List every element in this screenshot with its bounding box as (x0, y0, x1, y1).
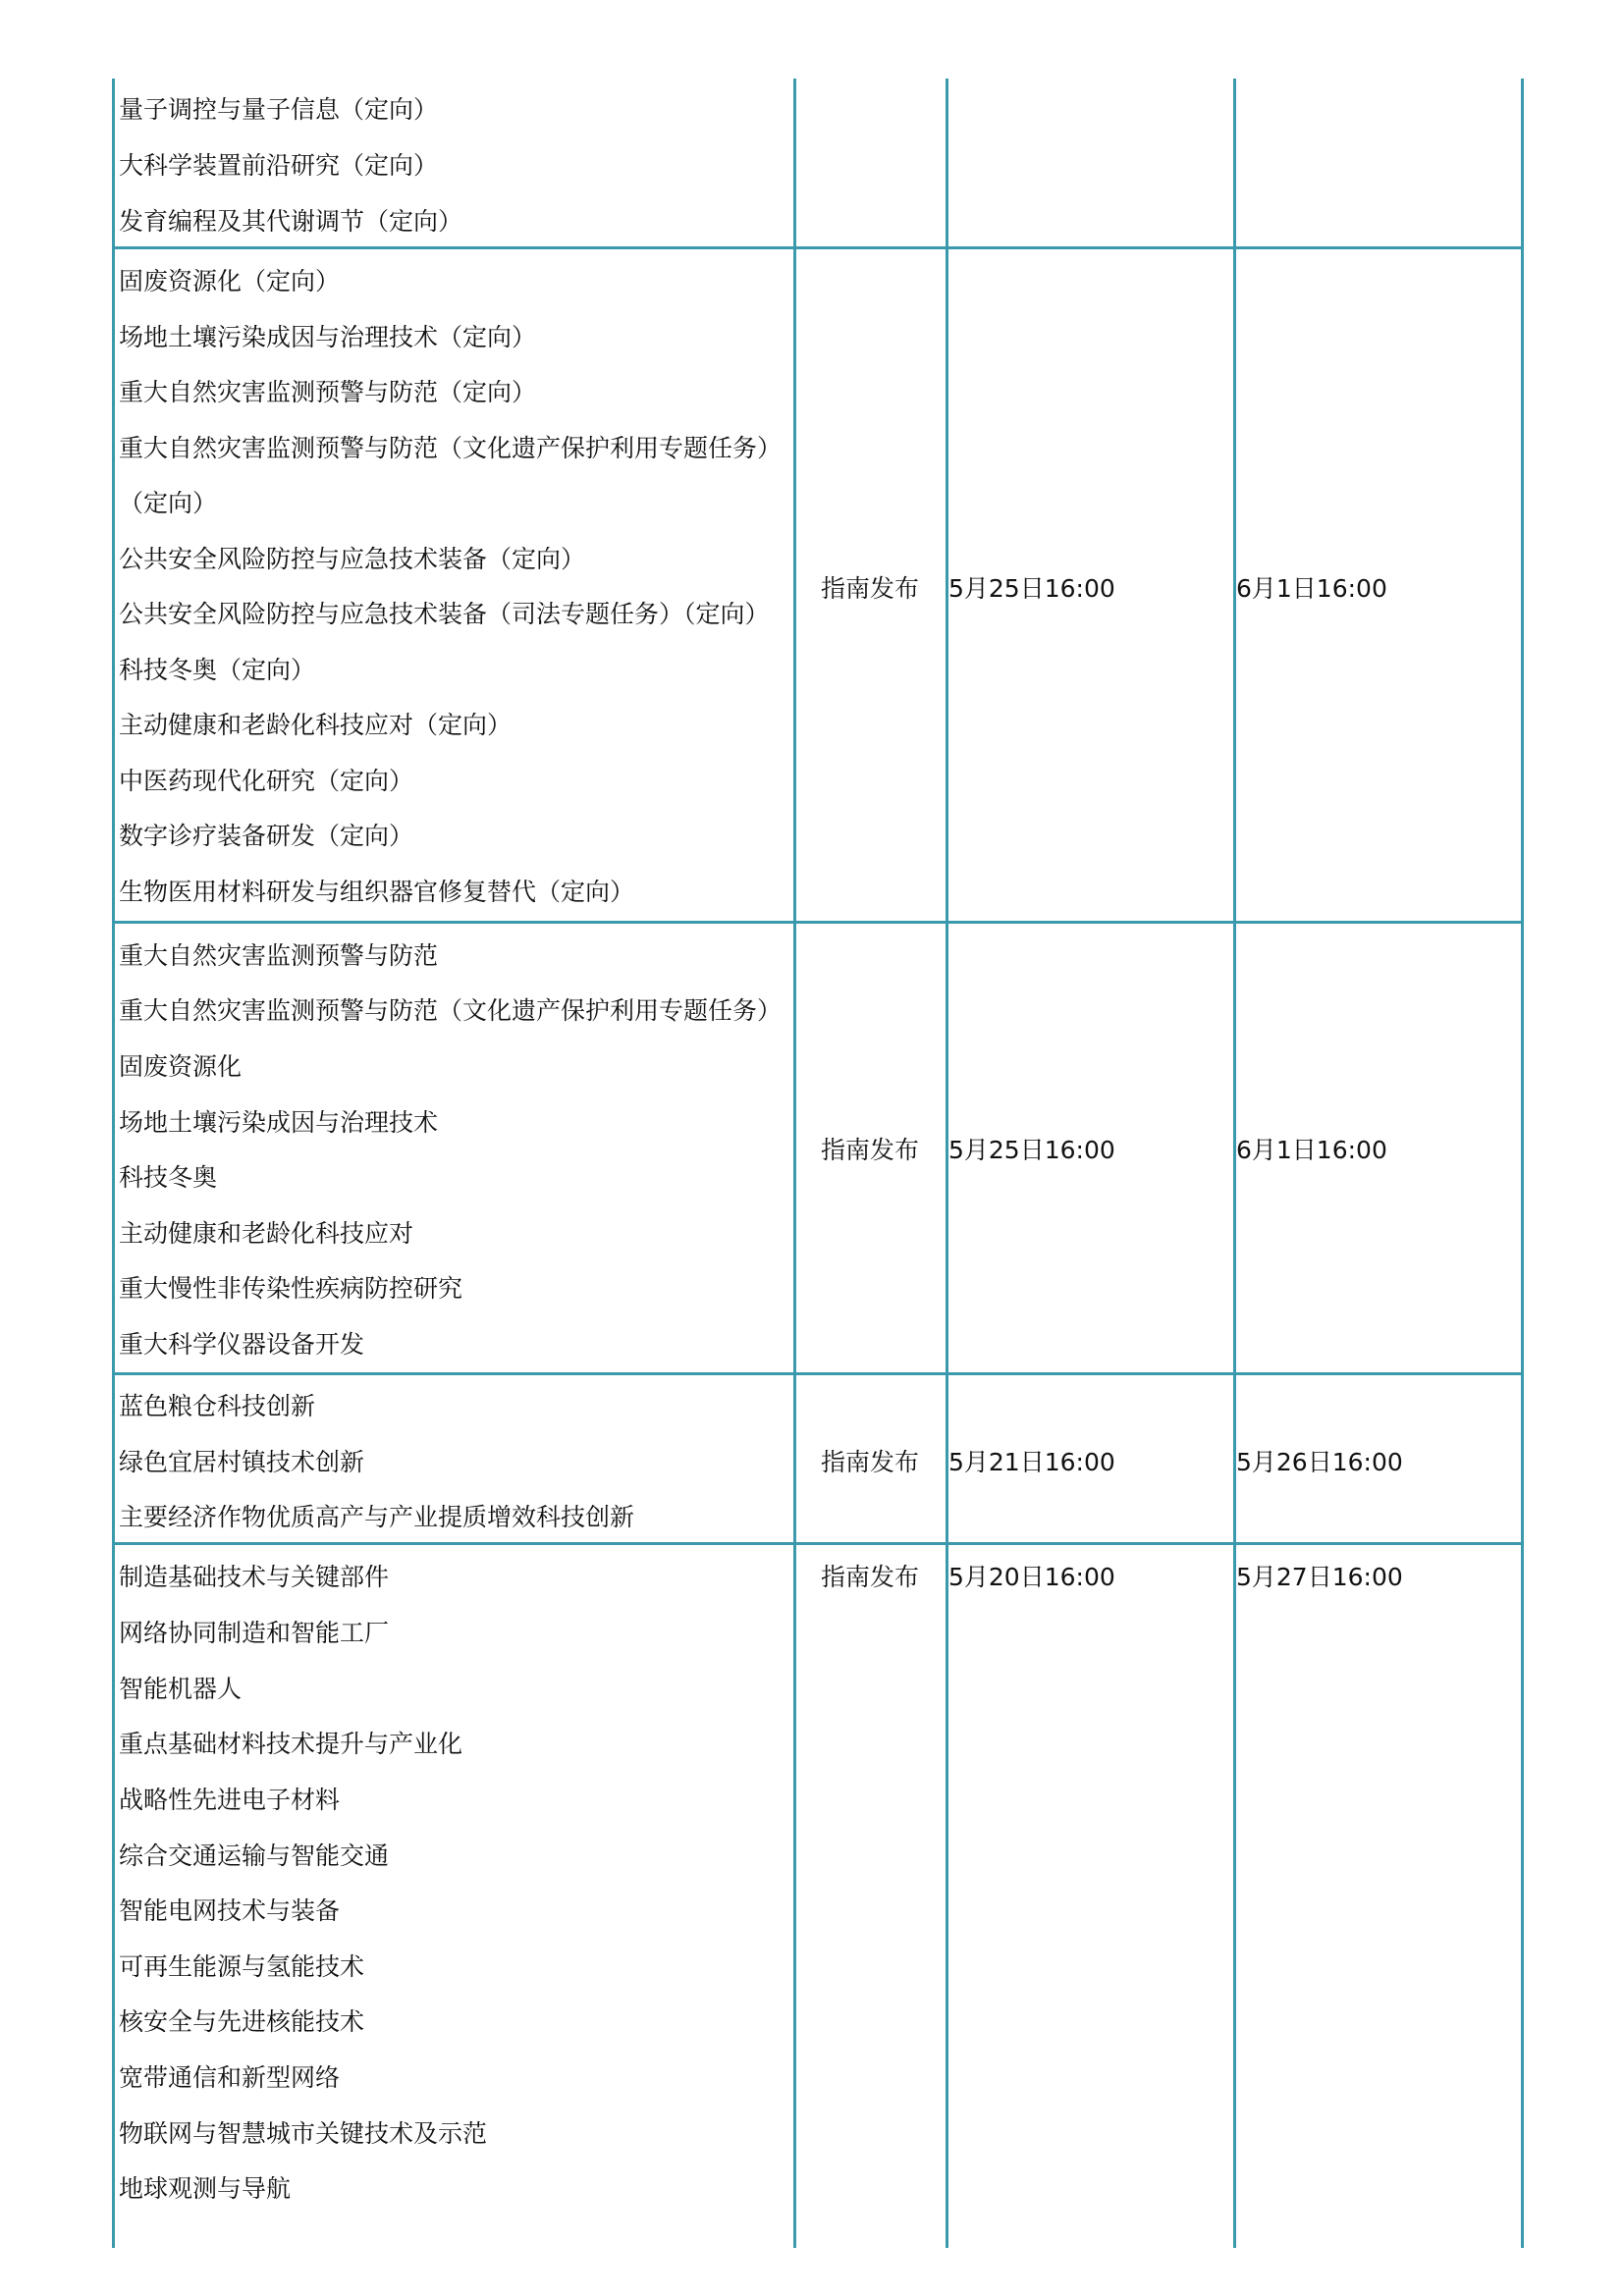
program-item: 量子调控与量子信息（定向） (119, 95, 439, 124)
row-divider-3 (112, 1372, 1523, 1375)
program-item: 公共安全风险防控与应急技术装备（司法专题任务）（定向） (119, 600, 770, 628)
program-item: 地球观测与导航 (119, 2174, 292, 2203)
row-divider-1 (112, 246, 1523, 249)
program-item: 制造基础技术与关键部件 (119, 1563, 390, 1591)
program-item: 场地土壤污染成因与治理技术 (119, 1108, 439, 1137)
program-item: 数字诊疗装备研发（定向） (119, 822, 414, 850)
program-item: 网络协同制造和智能工厂 (119, 1619, 390, 1647)
program-item: 场地土壤污染成因与治理技术（定向） (119, 323, 537, 351)
release-type: 指南发布 (821, 574, 920, 603)
program-item: 战略性先进电子材料 (119, 1786, 341, 1814)
program-item: 重大自然灾害监测预警与防范（文化遗产保护利用专题任务） (119, 434, 783, 462)
open-time: 5月21日16:00 (948, 1448, 1115, 1476)
close-time: 5月27日16:00 (1236, 1563, 1403, 1591)
row-divider-4 (112, 1542, 1523, 1545)
release-type: 指南发布 (821, 1563, 920, 1591)
program-item: 重大自然灾害监测预警与防范（文化遗产保护利用专题任务） (119, 996, 783, 1025)
program-item: 主动健康和老龄化科技应对 (119, 1219, 414, 1248)
program-item: 固废资源化（定向） (119, 267, 341, 295)
open-time: 5月25日16:00 (948, 574, 1115, 603)
program-item: 大科学装置前沿研究（定向） (119, 151, 439, 180)
program-item: （定向） (119, 489, 218, 517)
program-item: 智能机器人 (119, 1675, 243, 1703)
row-divider-2 (112, 921, 1523, 924)
program-item: 绿色宜居村镇技术创新 (119, 1448, 365, 1476)
release-type: 指南发布 (821, 1448, 920, 1476)
program-item: 综合交通运输与智能交通 (119, 1842, 390, 1870)
open-time: 5月20日16:00 (948, 1563, 1115, 1591)
program-item: 生物医用材料研发与组织器官修复替代（定向） (119, 878, 635, 906)
open-time: 5月25日16:00 (948, 1136, 1115, 1164)
program-item: 科技冬奥 (119, 1163, 218, 1192)
program-item: 中医药现代化研究（定向） (119, 767, 414, 795)
table-border-right (1521, 79, 1524, 2248)
program-item: 蓝色粮仓科技创新 (119, 1392, 316, 1420)
table-column-divider-1 (793, 79, 796, 2248)
program-item: 发育编程及其代谢调节（定向） (119, 207, 463, 236)
program-item: 重点基础材料技术提升与产业化 (119, 1730, 463, 1758)
program-item: 固废资源化 (119, 1052, 243, 1081)
program-item: 科技冬奥（定向） (119, 656, 316, 684)
program-item: 物联网与智慧城市关键技术及示范 (119, 2119, 488, 2148)
close-time: 6月1日16:00 (1236, 1136, 1387, 1164)
program-item: 公共安全风险防控与应急技术装备（定向） (119, 545, 586, 573)
release-type: 指南发布 (821, 1136, 920, 1164)
program-item: 重大慢性非传染性疾病防控研究 (119, 1274, 463, 1303)
table-border-left (112, 79, 115, 2248)
program-item: 宽带通信和新型网络 (119, 2063, 341, 2092)
program-item: 可再生能源与氢能技术 (119, 1952, 365, 1981)
program-item: 主动健康和老龄化科技应对（定向） (119, 711, 513, 739)
program-item: 重大科学仪器设备开发 (119, 1330, 365, 1359)
program-item: 智能电网技术与装备 (119, 1896, 341, 1925)
program-item: 主要经济作物优质高产与产业提质增效科技创新 (119, 1503, 635, 1531)
program-item: 重大自然灾害监测预警与防范（定向） (119, 378, 537, 406)
close-time: 6月1日16:00 (1236, 574, 1387, 603)
program-item: 核安全与先进核能技术 (119, 2007, 365, 2036)
program-item: 重大自然灾害监测预警与防范 (119, 941, 439, 970)
close-time: 5月26日16:00 (1236, 1448, 1403, 1476)
